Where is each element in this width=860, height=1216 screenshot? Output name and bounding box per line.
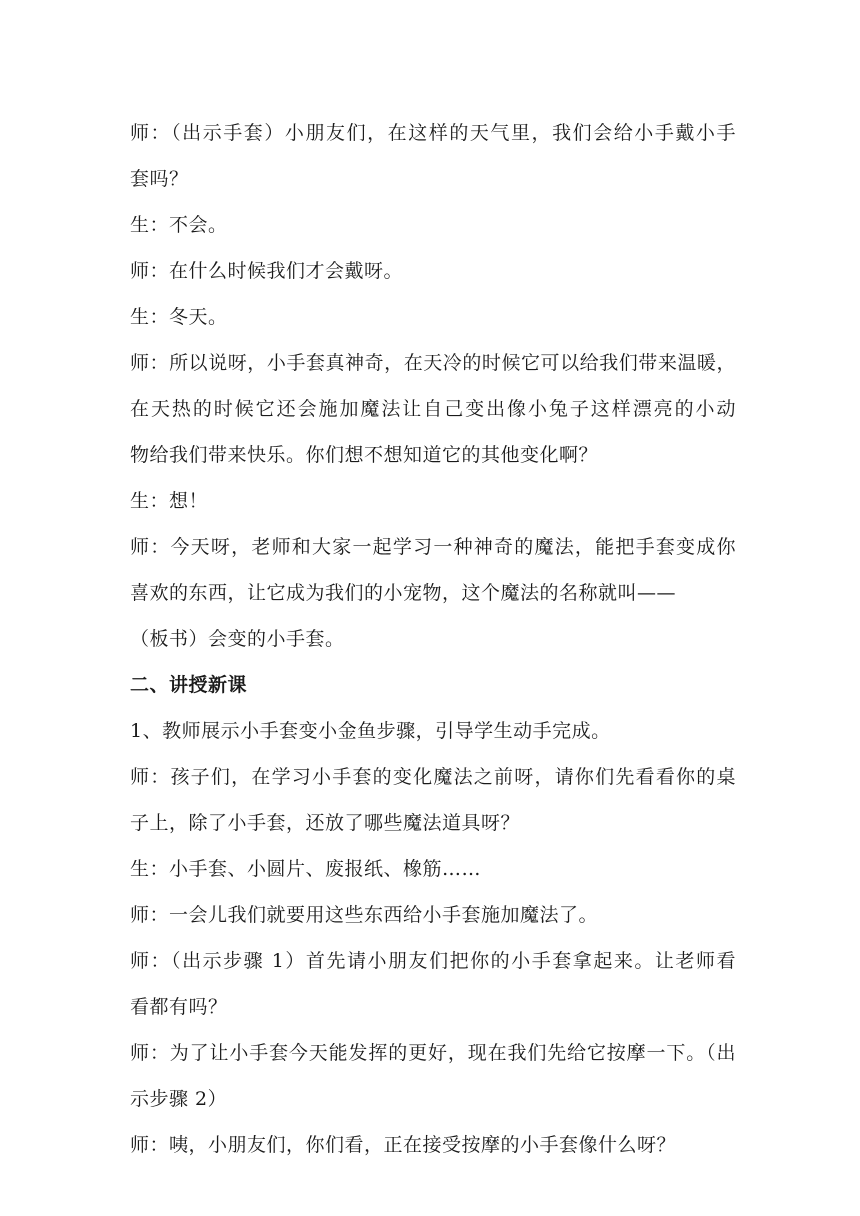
text-line: （板书）会变的小手套。 <box>130 628 345 650</box>
text-line: 在天热的时候它还会施加魔法让自己变出像小兔子这样漂亮的小动 <box>130 398 736 420</box>
text-line: 生：小手套、小圆片、废报纸、橡筋…… <box>130 858 482 880</box>
text-line: 生：冬天。 <box>130 306 228 328</box>
text-line: 师：孩子们，在学习小手套的变化魔法之前呀，请你们先看看你的桌 <box>130 766 736 788</box>
text-line: 看都有吗？ <box>130 996 228 1018</box>
text-line: 喜欢的东西，让它成为我们的小宠物，这个魔法的名称就叫—— <box>130 582 677 604</box>
text-line: 师：（出示手套）小朋友们，在这样的天气里，我们会给小手戴小手 <box>130 122 736 144</box>
section-heading: 二、讲授新课 <box>130 674 248 696</box>
text-line: 师：今天呀，老师和大家一起学习一种神奇的魔法，能把手套变成你 <box>130 536 736 558</box>
text-line: 师：（出示步骤 1）首先请小朋友们把你的小手套拿起来。让老师看 <box>130 950 736 972</box>
text-line: 子上，除了小手套，还放了哪些魔法道具呀？ <box>130 812 521 834</box>
text-line: 师：在什么时候我们才会戴呀。 <box>130 260 404 282</box>
text-line: 1、教师展示小手套变小金鱼步骤，引导学生动手完成。 <box>130 720 611 742</box>
text-line: 示步骤 2） <box>130 1088 228 1110</box>
text-line: 生：想！ <box>130 490 209 512</box>
text-line: 生：不会。 <box>130 214 228 236</box>
document-page <box>130 110 736 1168</box>
text-line: 师：一会儿我们就要用这些东西给小手套施加魔法了。 <box>130 904 599 926</box>
text-line: 师：为了让小手套今天能发挥的更好，现在我们先给它按摩一下。（出 <box>130 1042 736 1064</box>
text-line: 师：所以说呀，小手套真神奇，在天冷的时候它可以给我们带来温暖， <box>130 352 736 374</box>
text-line: 套吗？ <box>130 168 189 190</box>
text-line: 师：咦，小朋友们，你们看，正在接受按摩的小手套像什么呀？ <box>130 1134 677 1156</box>
text-line: 物给我们带来快乐。你们想不想知道它的其他变化啊？ <box>130 444 599 466</box>
